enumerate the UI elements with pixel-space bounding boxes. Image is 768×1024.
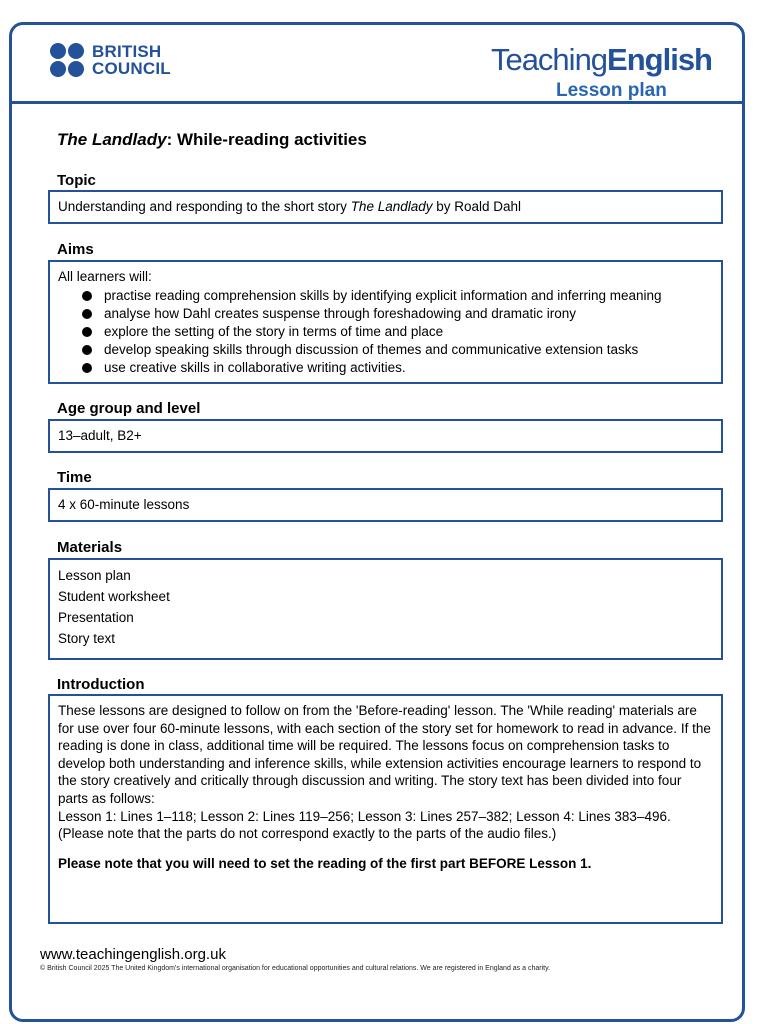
introduction-paragraph: These lessons are designed to follow on from the 'Before-reading' lesson. The 'While reading' materials are for use over four 60-minute lessons, with each section of the story set for homework to read in advance. If the reading is done in class, additional time will be required. The lessons focus on comprehension tasks to develop both understanding and inference skills, while extension activities encourage learners to respond to the story creatively and critically through discussion and writing. The story text has been divided into four parts as follows:	[58, 703, 711, 806]
bullet-icon	[82, 291, 92, 301]
age-text: 13–adult, B2+	[58, 428, 142, 443]
page-title	[57, 130, 367, 150]
list-item: Presentation	[58, 610, 134, 625]
list-item: develop speaking skills through discussion of themes and communicative extension tasks	[58, 341, 713, 359]
footer-url[interactable]: www.teachingenglish.org.uk	[40, 946, 226, 963]
list-item: Lesson plan	[58, 568, 131, 583]
list-item: use creative skills in collaborative writing activities.	[58, 359, 713, 377]
materials-box	[48, 558, 723, 660]
topic-text-before: Understanding and responding to the short story	[58, 199, 351, 214]
introduction-audio-note: (Please note that the parts do not correspond exactly to the parts of the audio files.)	[58, 826, 557, 842]
aims-list	[58, 287, 713, 377]
teachingenglish-logo	[491, 43, 712, 77]
title-italic: The Landlady	[57, 130, 167, 149]
materials-heading: Materials	[57, 539, 123, 556]
aims-intro: All learners will:	[58, 269, 152, 284]
bullet-icon	[82, 363, 92, 373]
topic-box	[48, 190, 723, 224]
brand-light: Teaching	[490, 42, 608, 77]
aims-heading: Aims	[57, 241, 94, 258]
age-box	[48, 419, 723, 453]
brand-bold: English	[607, 42, 712, 77]
list-item: explore the setting of the story in terms of time and place	[58, 323, 713, 341]
topic-text-italic: The Landlady	[350, 199, 433, 214]
footer-copyright: © British Council 2025 The United Kingdom's international organisation for educational opportunities and cultural relations. We are registered in England as a charity.	[40, 965, 551, 972]
title-rest: : While-reading activities	[166, 130, 367, 149]
introduction-heading: Introduction	[57, 676, 145, 693]
logo-line-2: COUNCIL	[92, 59, 171, 78]
introduction-box	[48, 694, 723, 924]
list-item: practise reading comprehension skills by identifying explicit information and inferring meaning	[58, 287, 713, 305]
introduction-lines: Lesson 1: Lines 1–118; Lesson 2: Lines 119–256; Lesson 3: Lines 257–382; Lesson 4: Lines 383–496.	[58, 808, 671, 824]
bullet-icon	[82, 327, 92, 337]
bullet-icon	[82, 309, 92, 319]
topic-text-after: by Roald Dahl	[432, 199, 522, 214]
topic-heading: Topic	[57, 172, 96, 189]
time-box	[48, 488, 723, 522]
lesson-plan-subtitle: Lesson plan	[556, 80, 667, 101]
time-heading: Time	[57, 469, 92, 486]
aims-box	[48, 260, 723, 384]
list-item: analyse how Dahl creates suspense through foreshadowing and dramatic irony	[58, 305, 713, 323]
british-council-dots-icon	[50, 43, 84, 77]
list-item: Student worksheet	[58, 589, 170, 604]
logo-line-1: BRITISH	[92, 42, 162, 61]
introduction-bold-note: Please note that you will need to set the reading of the first part BEFORE Lesson 1.	[58, 855, 592, 871]
age-heading: Age group and level	[57, 400, 201, 417]
list-item: Story text	[58, 631, 116, 646]
british-council-logo	[50, 43, 171, 77]
bullet-icon	[82, 345, 92, 355]
time-text: 4 x 60-minute lessons	[58, 497, 190, 512]
